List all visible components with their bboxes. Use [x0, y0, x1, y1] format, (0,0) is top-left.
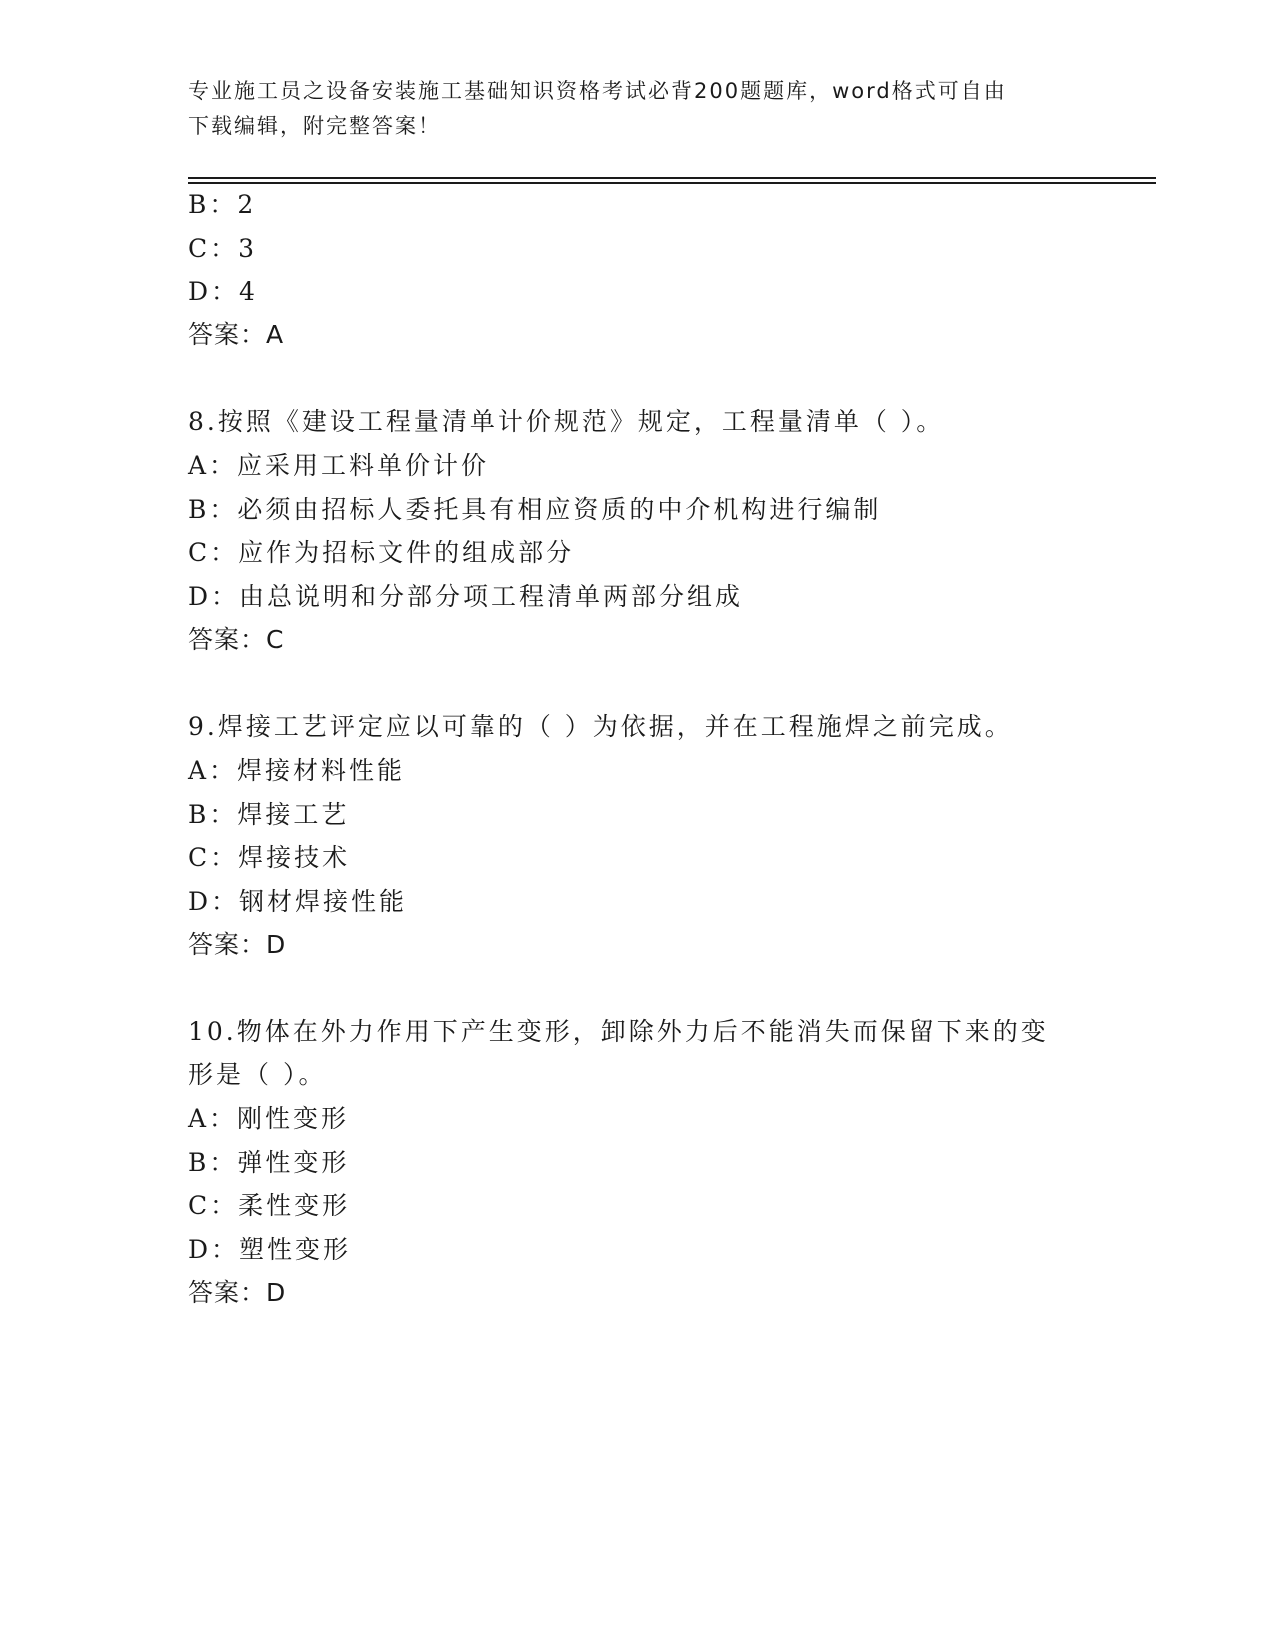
header-divider-top — [188, 177, 1156, 179]
header-divider-bottom — [188, 182, 1156, 184]
question-8-option-c: C：应作为招标文件的组成部分 — [188, 538, 575, 567]
question-10-option-c: C：柔性变形 — [188, 1191, 351, 1220]
question-8-stem: 8.按照《建设工程量清单计价规范》规定，工程量清单（ ）。 — [188, 407, 945, 436]
question-10-stem-line-1: 10.物体在外力作用下产生变形，卸除外力后不能消失而保留下来的变 — [188, 1017, 1049, 1046]
question-10-option-d: D：塑性变形 — [188, 1235, 352, 1264]
header-title-line-1: 专业施工员之设备安装施工基础知识资格考试必背200题题库，word格式可自由 — [188, 79, 1007, 103]
question-10-option-b: B：弹性变形 — [188, 1148, 350, 1177]
question-9-option-c: C：焊接技术 — [188, 843, 351, 872]
question-9-answer: 答案：D — [188, 930, 287, 959]
question-9-option-d: D：钢材焊接性能 — [188, 887, 408, 916]
header-title-line-2: 下载编辑，附完整答案！ — [188, 114, 441, 138]
question-10-stem-line-2: 形是（ ）。 — [188, 1060, 327, 1089]
question-10-option-a: A：刚性变形 — [188, 1104, 350, 1133]
question-8-option-a: A：应采用工料单价计价 — [188, 451, 490, 480]
option-c: C：3 — [188, 234, 258, 263]
document-header — [188, 74, 1088, 144]
option-d: D：4 — [188, 277, 258, 306]
question-8-option-b: B：必须由招标人委托具有相应资质的中介机构进行编制 — [188, 495, 882, 524]
option-b: B：2 — [188, 190, 257, 219]
question-9-stem: 9.焊接工艺评定应以可靠的（ ）为依据，并在工程施焊之前完成。 — [188, 712, 1013, 741]
question-10-answer: 答案：D — [188, 1278, 287, 1307]
answer-label: 答案：A — [188, 320, 285, 349]
question-8-answer: 答案：C — [188, 625, 285, 654]
question-9-option-a: A：焊接材料性能 — [188, 756, 406, 785]
question-8-option-d: D：由总说明和分部分项工程清单两部分组成 — [188, 582, 744, 611]
question-9-option-b: B：焊接工艺 — [188, 800, 350, 829]
